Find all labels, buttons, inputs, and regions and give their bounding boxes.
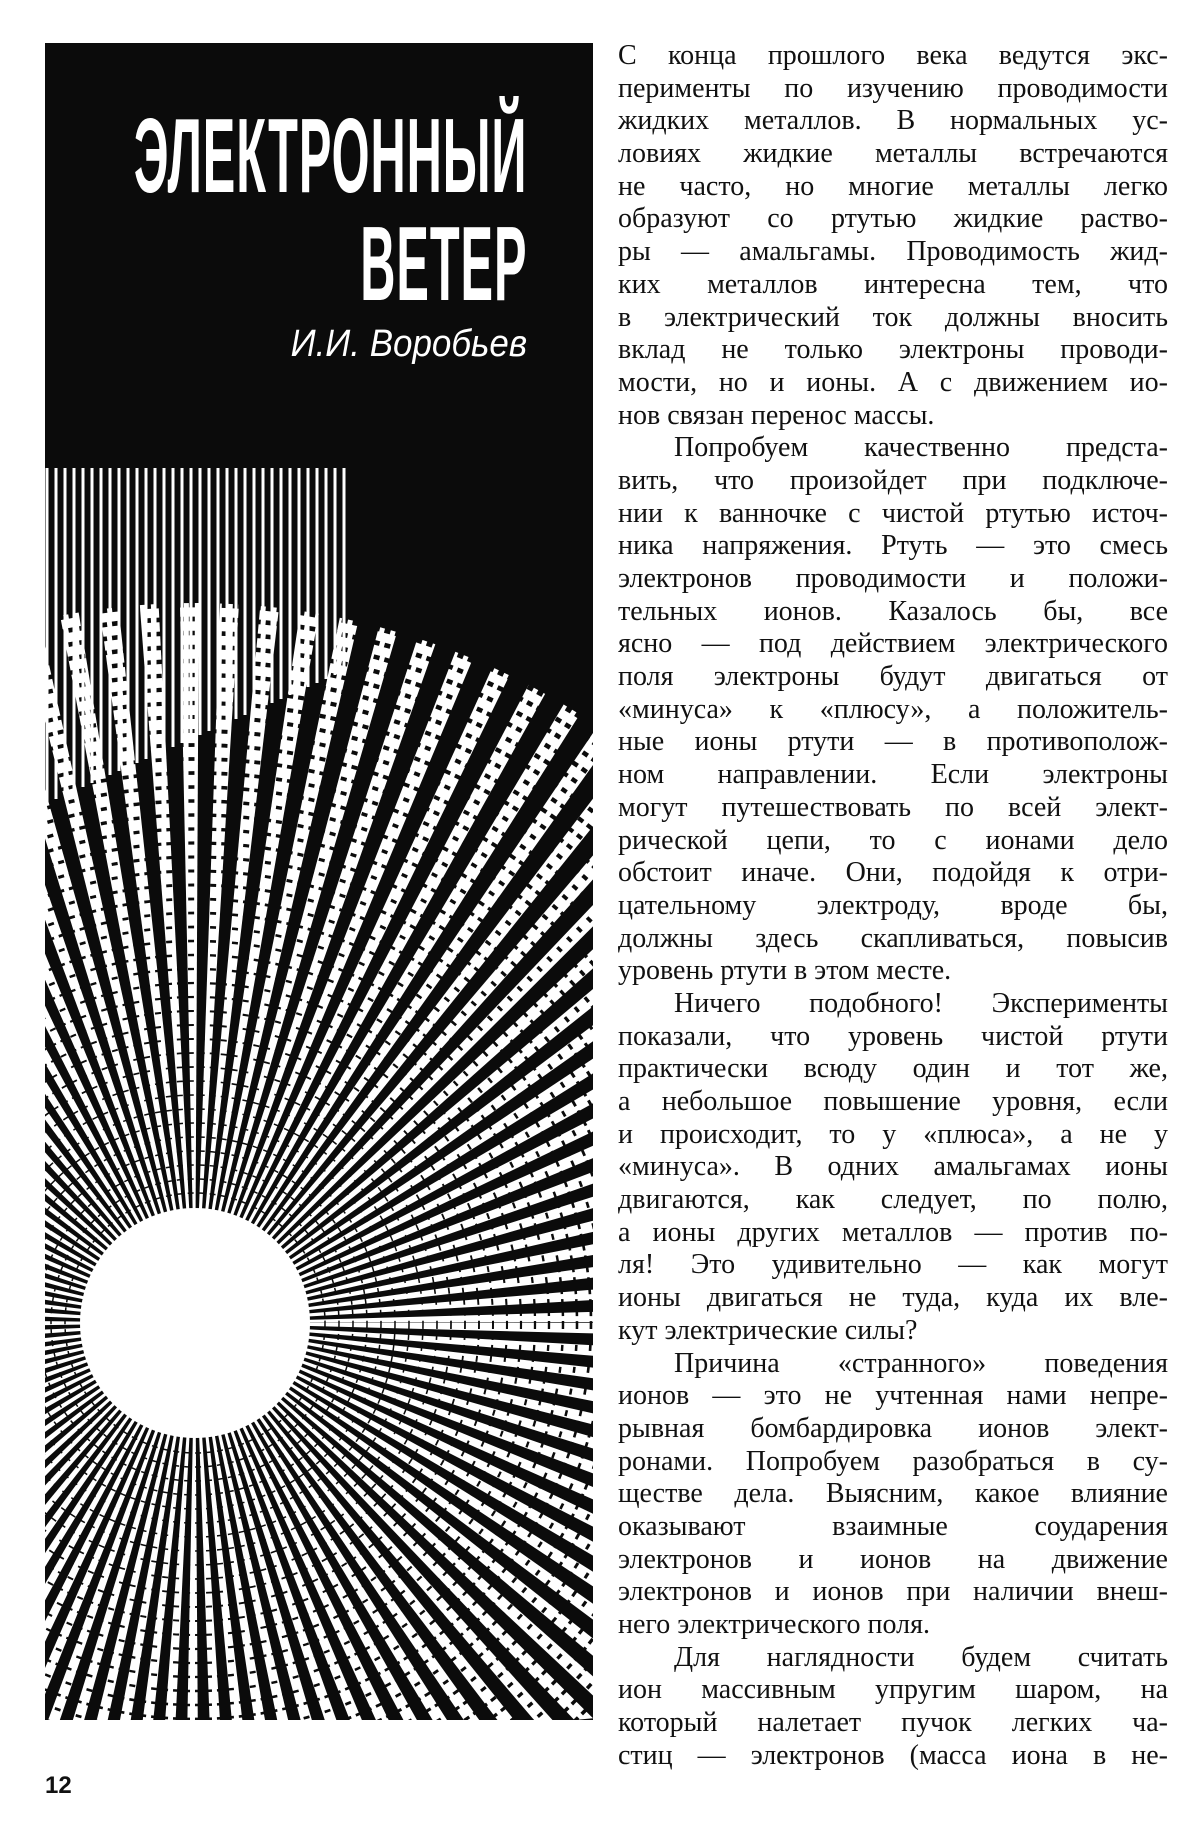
text-line: в электрический ток должны вносить [618,301,1168,333]
text-line: нии к ванночке с чистой ртутью источ- [618,497,1168,529]
text-line: Попробуем качественно предста- [674,432,1168,464]
text-line: электронов и ионов при наличии внеш- [618,1576,1168,1608]
text-line: могут путешествовать по всей элект- [618,791,1168,823]
text-line: показали, что уровень чистой ртути [618,1020,1168,1052]
text-line: Ничего подобного! Эксперименты [674,987,1168,1019]
text-line: него электрического поля. [618,1609,930,1640]
text-line: кут электрические силы? [618,1314,918,1346]
text-line: двигаются, как следует, по полю, [618,1184,1168,1216]
text-line: ры — амальгамы. Проводимость жид- [618,236,1168,268]
text-line: Причина «странного» поведения [674,1347,1168,1379]
text-line: поля электроны будут двигаться от [618,661,1168,693]
text-line: уровень ртути в этом месте. [618,955,952,987]
article-body [618,40,1168,1772]
article-title-line-2: ВЕТЕР [359,205,527,323]
text-line: ких металлов интересна тем, что [618,268,1168,300]
text-line: а ионы других металлов — против по- [618,1216,1168,1248]
text-line: ля! Это удивительно — как могут [618,1249,1168,1281]
text-line: вклад не только электроны проводи- [618,334,1168,366]
text-line: мости, но и ионы. А с движением ио- [618,366,1168,398]
title-panel [45,43,593,1720]
text-line: С конца прошлого века ведутся экс- [618,40,1168,71]
text-line: тельных ионов. Казалось бы, все [618,595,1168,627]
text-line: стиц — электронов (масса иона в не- [618,1739,1168,1771]
text-line: вить, что произойдет при подключе- [618,464,1168,496]
text-line: ловиях жидкие металлы встречаются [618,138,1168,170]
text-line: практически всюду один и тот же, [618,1053,1168,1085]
page-number: 12 [45,1772,72,1799]
text-line: «минуса». В одних амальгамах ионы [618,1151,1168,1183]
radial-rays [45,603,593,1720]
text-line: оказывают взаимные соударения [618,1510,1168,1542]
text-line: ронами. Попробуем разобраться в су- [618,1445,1168,1477]
text-line: а небольшое повышение уровня, если [618,1086,1168,1117]
center-burst [80,1208,310,1438]
text-line: электронов проводимости и положи- [618,563,1168,594]
text-line: Для наглядности будем считать [674,1641,1168,1673]
text-line: обстоит иначе. Они, подойдя к отри- [618,857,1168,889]
text-line: ществе дела. Выясним, какое влияние [618,1478,1168,1510]
text-line: рывная бомбардировка ионов элект- [618,1412,1168,1444]
text-line: который налетает пучок легких ча- [618,1707,1168,1739]
text-line: жидких металлов. В нормальных ус- [618,105,1168,137]
text-line: должны здесь скапливаться, повысив [618,922,1168,954]
text-line: ион массивным упругим шаром, на [618,1674,1168,1706]
text-line: нов связан перенос массы. [618,399,935,431]
article-title-line-1: ЭЛЕКТРОННЫЙ [133,97,527,215]
text-line: образуют со ртутью жидкие раство- [618,203,1168,235]
text-line: рической цепи, то с ионами дело [618,824,1168,856]
text-line: «минуса» к «плюсу», а положитель- [618,693,1168,725]
text-line: не часто, но многие металлы легко [618,170,1168,202]
article-author: И.И. Воробьев [290,323,527,365]
text-line: и происходит, то у «плюса», а не у [618,1118,1168,1150]
text-line: ника напряжения. Ртуть — это смесь [618,530,1168,562]
text-line: ионов — это не учтенная нами непре- [618,1380,1168,1412]
text-line: ные ионы ртути — в противополож- [618,726,1168,758]
text-line: ионы двигаться не туда, куда их вле- [618,1282,1168,1314]
text-line: цательному электроду, вроде бы, [618,889,1168,921]
text-line: ясно — под действием электрического [618,628,1168,660]
text-line: электронов и ионов на движение [618,1543,1168,1575]
text-line: перименты по изучению проводимости [618,72,1168,104]
text-line: ном направлении. Если электроны [618,759,1168,791]
